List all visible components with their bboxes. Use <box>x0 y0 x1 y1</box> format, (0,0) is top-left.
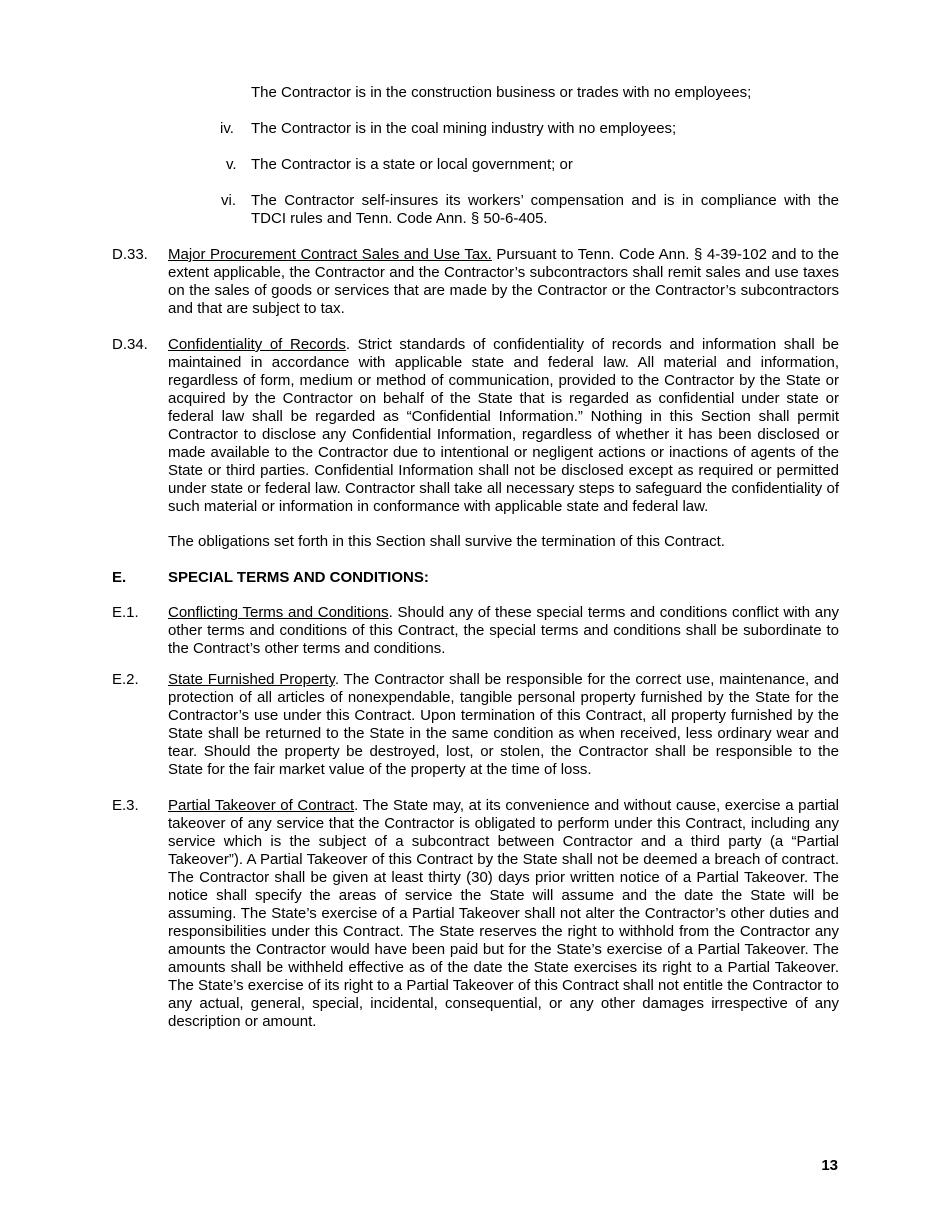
section-e3 <box>112 797 839 1031</box>
list-text-v: The Contractor is a state or local government; or <box>251 156 573 173</box>
section-heading: Major Procurement Contract Sales and Use Tax. <box>168 246 492 263</box>
section-text: Pursuant to Tenn. Code Ann. § 4-39-102 and to the extent applicable, the Contractor and the Contractor’s subcontractors shall remit sales and use taxes on the sales of goods or services that are made by the Contractor or the Contractor’s subcontractors and that are subject to tax. <box>168 246 839 317</box>
section-number: E.3. <box>112 797 139 814</box>
page-number: 13 <box>821 1157 838 1174</box>
section-text: . Strict standards of confidentiality of records and information shall be maintained in accordance with applicable state and federal law. All material and information, regardless of form, medium or method of communication, provided to the Contractor by the State or acquired by the Contractor on behalf of the State that is regarded as confidential under state or federal law shall be regarded as “Confidential Information.” Nothing in this Section shall permit Contractor to disclose any Confidential Information, regardless of whether it has been disclosed or made available to the Contractor due to intentional or negligent actions or inactions of agents of the State or third parties. Confidential Information shall not be disclosed except as required or permitted under state or federal law. Contractor shall take all necessary steps to safeguard the confidentiality of such material or information in conformance with applicable state and federal law. <box>168 336 839 515</box>
list-number-iv: iv. <box>220 120 234 137</box>
section-body <box>168 604 839 658</box>
section-number: D.34. <box>112 336 148 353</box>
section-d33 <box>112 246 839 318</box>
section-heading: Conflicting Terms and Conditions <box>168 604 389 621</box>
section-number: E.1. <box>112 604 139 621</box>
section-number: D.33. <box>112 246 148 263</box>
section-e2 <box>112 671 839 779</box>
section-heading: State Furnished Property <box>168 671 335 688</box>
section-e1 <box>112 604 839 658</box>
section-text: . The Contractor shall be responsible for the correct use, maintenance, and protection of all articles of nonexpendable, tangible personal property furnished by the State for the Contractor’s use under this Contract. Upon termination of this Contract, all property furnished by the State shall be returned to the State in the same condition as when received, less ordinary wear and tear. Should the property be destroyed, lost, or stolen, the Contractor shall be responsible to the State for the fair market value of the property at the time of loss. <box>168 671 840 778</box>
section-body <box>168 246 839 318</box>
section-text: . The State may, at its convenience and without cause, exercise a partial takeover of any service that the Contractor is obligated to perform under this Contract, including any service which is the subject of a subcontract between Contractor and a third party (a “Partial Takeover”). A Partial Takeover of this Contract by the State shall not be deemed a breach of contract. The Contractor shall be given at least thirty (30) days prior written notice of a Partial Takeover. The notice shall specify the areas of service the State will assume and the date the State will be assuming. The State’s exercise of a Partial Takeover shall not alter the Contractor’s other duties and responsibilities under this Contract. The State reserves the right to withhold from the Contractor any amounts the Contractor would have been paid but for the State’s exercise of a Partial Takeover. The amounts shall be withheld effective as of the date the State exercises its right to a Partial Takeover. The State’s exercise of its right to a Partial Takeover of this Contract shall not entitle the Contractor to any actual, general, special, incidental, consequential, or any other damages irrespective of any description or amount. <box>168 797 839 1030</box>
section-number: E. <box>112 569 127 586</box>
section-text: . Should any of these special terms and conditions conflict with any other terms and conditions of this Contract, the special terms and conditions shall be subordinate to the Contract’s other terms and conditions. <box>168 604 839 657</box>
list-text-iv: The Contractor is in the coal mining industry with no employees; <box>251 120 677 137</box>
section-body <box>168 671 839 779</box>
section-number: E.2. <box>112 671 139 688</box>
section-body <box>168 336 839 516</box>
list-text-iii: The Contractor is in the construction business or trades with no employees; <box>251 84 752 101</box>
section-d34 <box>112 336 839 516</box>
survival-paragraph: The obligations set forth in this Section shall survive the termination of this Contract. <box>168 533 725 550</box>
section-heading: Partial Takeover of Contract <box>168 797 355 814</box>
section-title: SPECIAL TERMS AND CONDITIONS: <box>168 569 429 586</box>
section-body <box>168 797 839 1031</box>
list-number-v: v. <box>226 156 237 173</box>
list-text-vi: The Contractor self-insures its workers’ compensation and is in compliance with the TDCI rules and Tenn. Code Ann. § 50-6-405. <box>251 192 839 227</box>
list-number-vi: vi. <box>221 192 236 209</box>
section-heading: Confidentiality of Records <box>168 336 346 353</box>
section-e-heading <box>112 569 839 587</box>
